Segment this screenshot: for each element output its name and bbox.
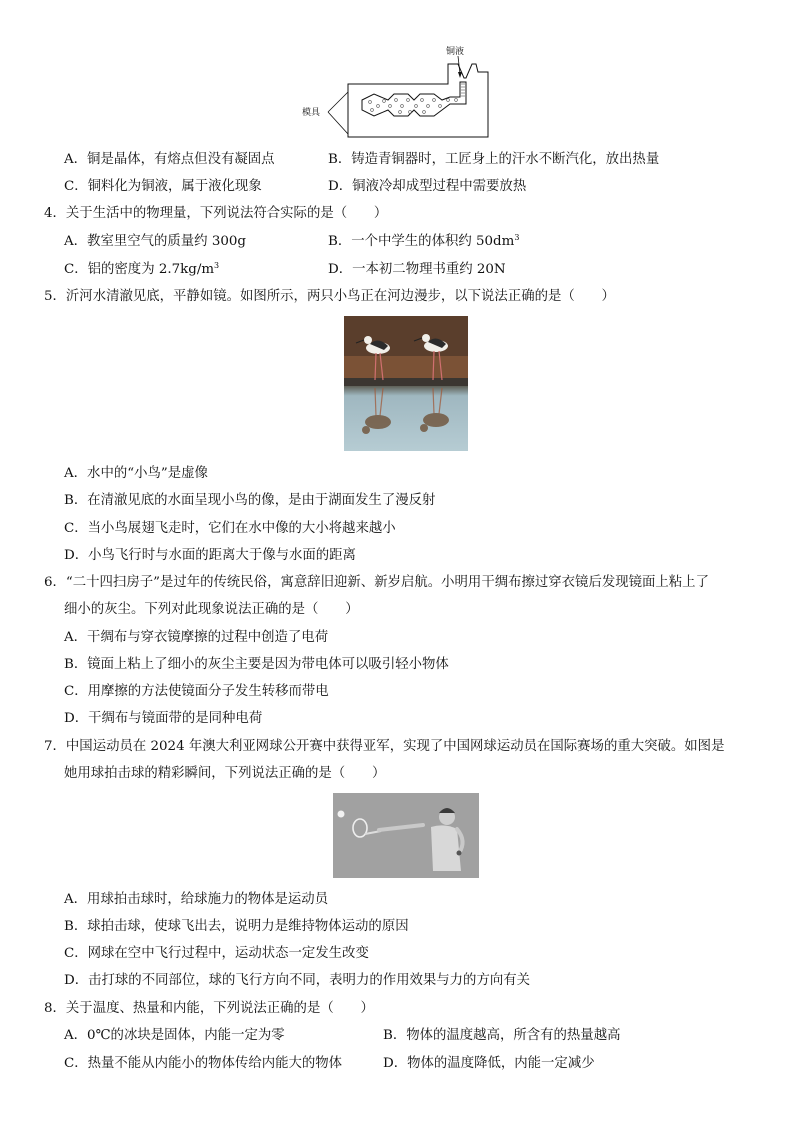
q6-option-c: C．用摩擦的方法使镜面分子发生转移而带电 bbox=[64, 684, 329, 699]
q5-option-b: B．在清澈见底的水面呈现小鸟的像，是由于湖面发生了漫反射 bbox=[64, 493, 436, 508]
q4-option-c: C．铝的密度为 $2.7kg/m^3$ bbox=[64, 261, 220, 277]
q6-option-d: D．干绸布与镜面带的是同种电荷 bbox=[64, 711, 263, 726]
q5-stem: 5．沂河水清澈见底，平静如镜。如图所示，两只小鸟正在河边漫步，以下说法正确的是（ ） bbox=[44, 289, 615, 304]
q7-option-c: C．网球在空中飞行过程中，运动状态一定发生改变 bbox=[64, 946, 369, 961]
mold-figure bbox=[300, 42, 515, 140]
q4-option-a: A．教室里空气的质量约 300g bbox=[64, 234, 246, 249]
q6-stem-line2: 细小的灰尘。下列对此现象说法正确的是（ ） bbox=[64, 602, 359, 617]
q8-option-c: C．热量不能从内能小的物体传给内能大的物体 bbox=[64, 1056, 343, 1071]
q3-option-a: A．铜是晶体，有熔点但没有凝固点 bbox=[64, 152, 275, 167]
tennis-photo bbox=[333, 793, 479, 878]
copper-liquid-label: 铜液 bbox=[446, 47, 465, 57]
q4-c-sup: 3 bbox=[214, 261, 220, 270]
q6-option-a: A．干绸布与穿衣镜摩擦的过程中创造了电荷 bbox=[64, 630, 329, 645]
q4-option-d: D．一本初二物理书重约 20N bbox=[328, 262, 506, 277]
q6-option-b: B．镜面上粘上了细小的灰尘主要是因为带电体可以吸引轻小物体 bbox=[64, 657, 449, 672]
q3-option-d: D．铜液冷却成型过程中需要放热 bbox=[328, 179, 527, 194]
q3-option-b: B．铸造青铜器时，工匠身上的汗水不断汽化，放出热量 bbox=[328, 152, 660, 167]
q8-option-d: D．物体的温度降低，内能一定减少 bbox=[383, 1056, 595, 1071]
q6-stem-line1: 6．“二十四扫房子”是过年的传统民俗，寓意辞旧迎新、新岁启航。小明用干绸布擦过穿衣镜后发现镜面上粘上了 bbox=[44, 575, 709, 590]
q7-option-b: B．球拍击球，使球飞出去，说明力是维持物体运动的原因 bbox=[64, 919, 409, 934]
q5-option-a: A．水中的“小鸟”是虚像 bbox=[64, 466, 208, 481]
q8-stem: 8．关于温度、热量和内能，下列说法正确的是（ ） bbox=[44, 1001, 374, 1016]
birds-photo bbox=[344, 316, 468, 451]
q7-stem-line1: 7．中国运动员在 2024 年澳大利亚网球公开赛中获得亚军，实现了中国网球运动员在国际赛场的重大突破。如图是 bbox=[44, 739, 725, 754]
q4-stem: 4．关于生活中的物理量，下列说法符合实际的是（ ） bbox=[44, 206, 388, 221]
q3-option-c: C．铜料化为铜液，属于液化现象 bbox=[64, 179, 262, 194]
q4-option-b: B．一个中学生的体积约 $50dm^3$ bbox=[328, 233, 520, 249]
q5-option-d: D．小鸟飞行时与水面的距离大于像与水面的距离 bbox=[64, 548, 356, 563]
q8-option-a: A．0℃的冰块是固体，内能一定为零 bbox=[64, 1028, 285, 1043]
q7-option-d: D．击打球的不同部位，球的飞行方向不同，表明力的作用效果与力的方向有关 bbox=[64, 973, 531, 988]
q7-option-a: A．用球拍击球时，给球施力的物体是运动员 bbox=[64, 892, 329, 907]
q8-option-b: B．物体的温度越高，所含有的热量越高 bbox=[383, 1028, 621, 1043]
q7-stem-line2: 她用球拍击球的精彩瞬间，下列说法正确的是（ ） bbox=[64, 766, 386, 781]
q4-b-sup: 3 bbox=[514, 233, 520, 242]
mold-label: 模具 bbox=[302, 108, 321, 118]
q5-option-c: C．当小鸟展翅飞走时，它们在水中像的大小将越来越小 bbox=[64, 521, 396, 536]
